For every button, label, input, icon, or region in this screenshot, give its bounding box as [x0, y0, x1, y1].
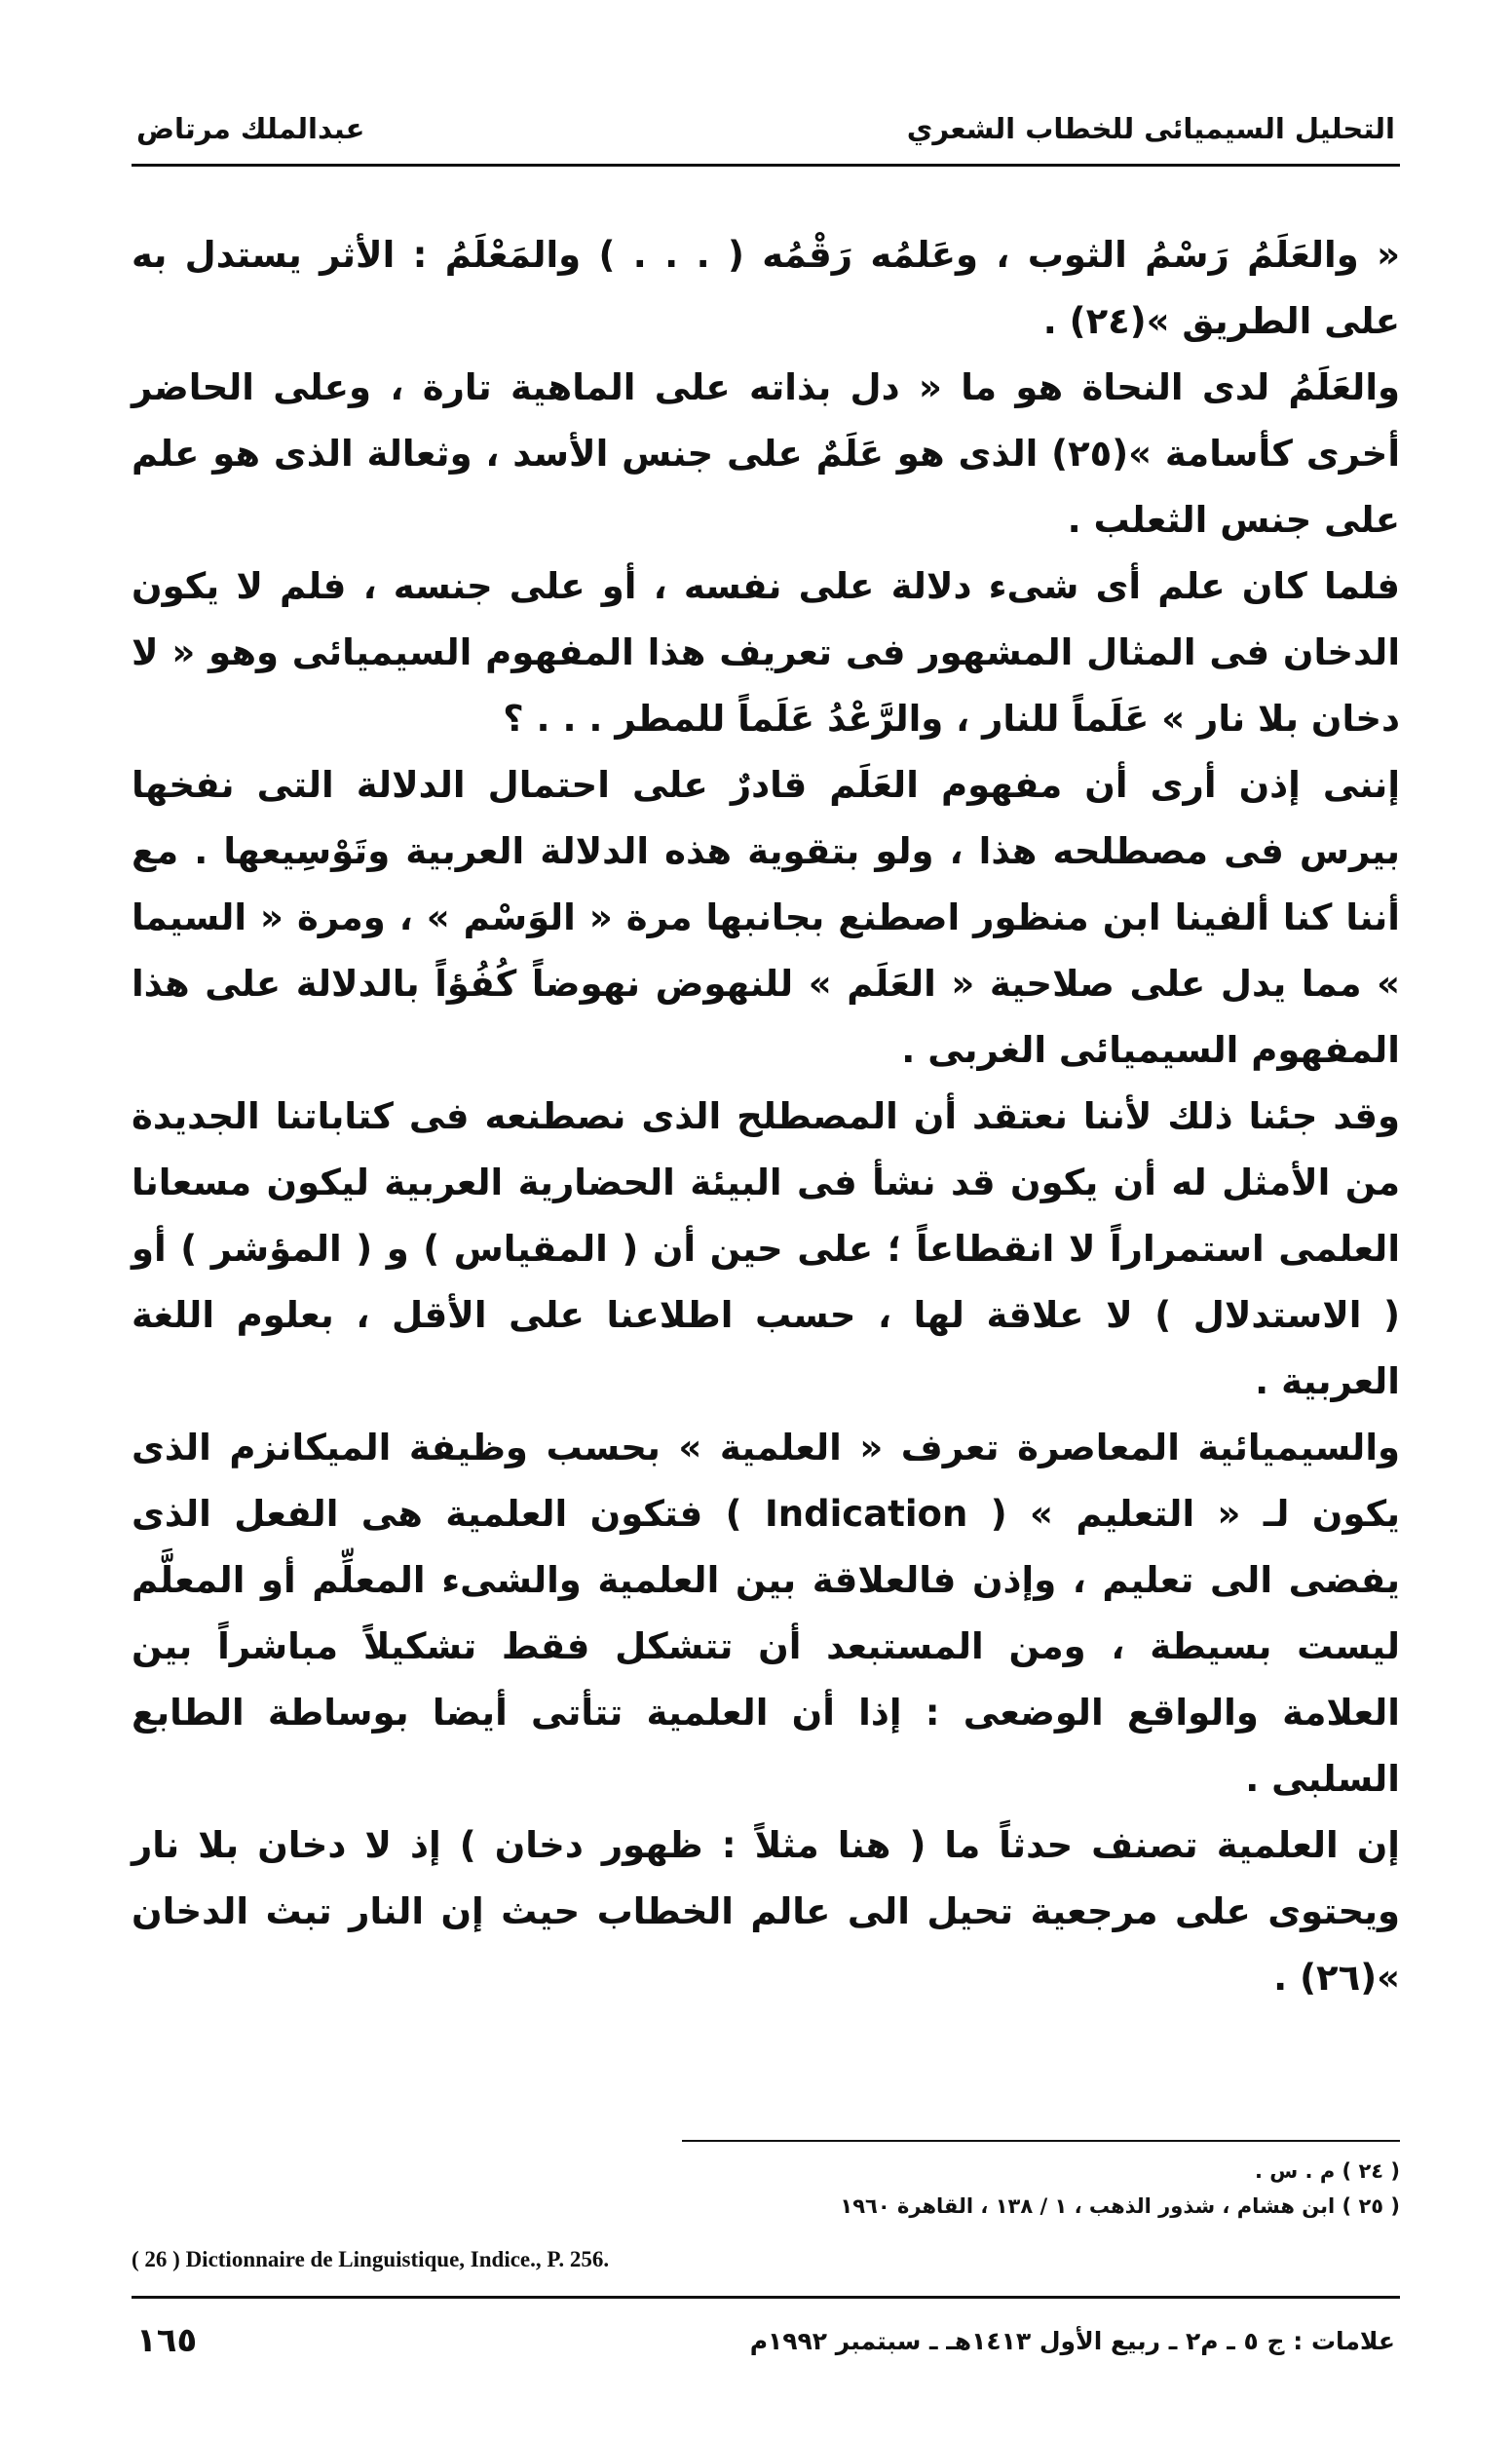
footer-divider [132, 2296, 1400, 2299]
paragraph: « والعَلَمُ رَسْمُ الثوب ، وعَلمُه رَقْمُه ( . . . ) والمَعْلَمُ : الأثر يستدل به على الطريق »(٢٤) . [132, 234, 1400, 342]
book-title: التحليل السيميائى للخطاب الشعري [906, 112, 1395, 145]
journal-citation: علامات : ج ٥ ـ م٢ ـ ربيع الأول ١٤١٣هـ ـ سبتمبر ١٩٩٢م [749, 2326, 1395, 2355]
body-text [132, 222, 1400, 2011]
paragraph: إننى إذن أرى أن مفهوم العَلَم قادرٌ على احتمال الدلالة التى نفخها بيرس فى مصطلحه هذا ، ولو بتقوية هذه الدلالة العربية وتَوْسِيعها . مع أننا كنا ألفينا ابن منظور اصطنع بجانبها مرة « الوَسْم » ، ومرة « السيما » مما يدل على صلاحية « العَلَم » للنهوض نهوضاً كُفُؤاً بالدلالة على هذا المفهوم السيميائى الغربى . [132, 764, 1400, 1071]
paragraph: والسيميائية المعاصرة تعرف « العلمية » بحسب وظيفة الميكانزم الذى يكون لـ « التعليم » ( Indication ) فتكون العلمية هى الفعل الذى يفضى الى تعليم ، وإذن فالعلاقة بين العلمية والشىء المعلِّم أو المعلَّم ليست بسيطة ، ومن المستبعد أن تتشكل فقط تشكيلاً مباشراً بين العلامة والواقع الوضعى : إذا أن العلمية تتأتى أيضا بوساطة الطابع السلبى . [132, 1427, 1400, 1800]
running-header [136, 90, 1395, 168]
paragraph: إن العلمية تصنف حدثاً ما ( هنا مثلاً : ظهور دخان ) إذ لا دخان بلا نار ويحتوى على مرجعية تحيل الى عالم الخطاب حيث إن النار تبث الدخان »(٢٦) . [132, 1824, 1400, 1999]
author-name: عبدالملك مرتاض [136, 112, 365, 145]
page-number: ١٦٥ [136, 2321, 198, 2360]
footnote-divider [682, 2140, 1400, 2142]
footnotes [132, 2154, 1400, 2224]
header-divider [132, 164, 1400, 167]
paragraph: والعَلَمُ لدى النحاة هو ما « دل بذاته على الماهية تارة ، وعلى الحاضر أخرى كأسامة »(٢٥) الذى هو عَلَمٌ على جنس الأسد ، وثعالة الذى هو علم على جنس الثعلب . [132, 366, 1400, 541]
running-footer [136, 2311, 1395, 2370]
footnote: ( ٢٤ ) م . س . [1254, 2159, 1400, 2183]
footnote-latin: ( 26 ) Dictionnaire de Linguistique, Indice., P. 256. [132, 2247, 610, 2271]
paragraph: وقد جئنا ذلك لأننا نعتقد أن المصطلح الذى نصطنعه فى كتاباتنا الجديدة من الأمثل له أن يكون قد نشأ فى البيئة الحضارية العربية ليكون مسعانا العلمى استمراراً لا انقطاعاً ؛ على حين أن ( المقياس ) و ( المؤشر ) أو ( الاستدلال ) لا علاقة لها ، حسب اطلاعنا على الأقل ، بعلوم اللغة العربية . [132, 1095, 1400, 1402]
footnote: ( ٢٥ ) ابن هشام ، شذور الذهب ، ١ / ١٣٨ ، القاهرة ١٩٦٠ [840, 2194, 1400, 2218]
paragraph: فلما كان علم أى شىء دلالة على نفسه ، أو على جنسه ، فلم لا يكون الدخان فى المثال المشهور فى تعريف هذا المفهوم السيميائى وهو « لا دخان بلا نار » عَلَماً للنار ، والرَّعْدُ عَلَماً للمطر . . . ؟ [132, 565, 1400, 740]
